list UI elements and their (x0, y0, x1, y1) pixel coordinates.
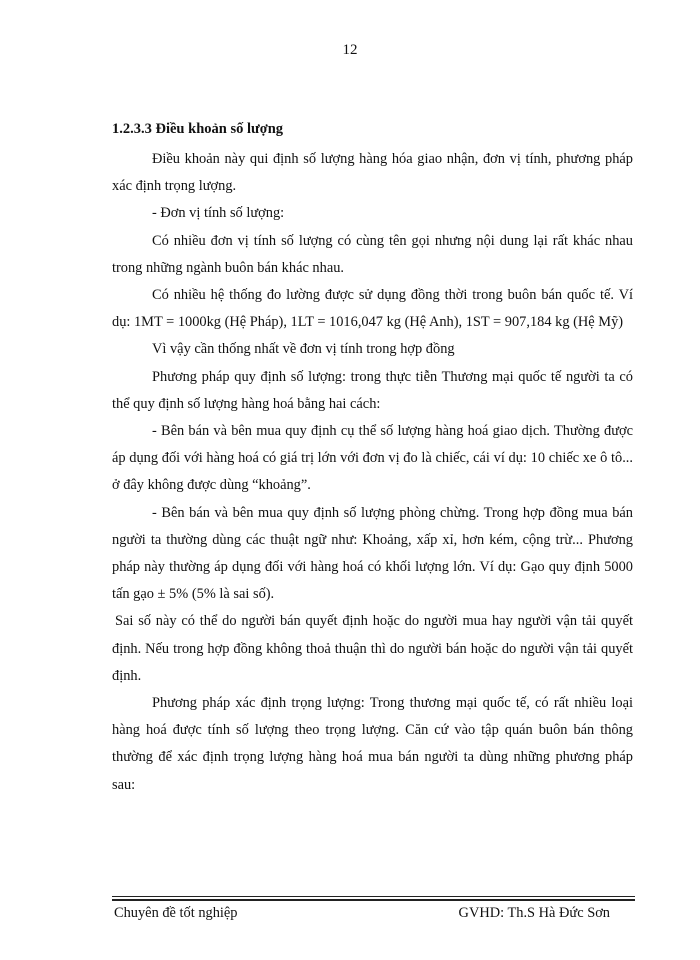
paragraph: Phương pháp quy định số lượng: trong thực tiễn Thương mại quốc tế người ta có thể quy định số lượng hàng hoá bằng hai cách: (112, 368, 633, 412)
paragraph: Có nhiều đơn vị tính số lượng có cùng tên gọi nhưng nội dung lại rất khác nhau trong những ngành buôn bán khác nhau. (112, 232, 633, 276)
paragraph: Có nhiều hệ thống đo lường được sử dụng đồng thời trong buôn bán quốc tế. Ví dụ: 1MT = 1000kg (Hệ Pháp), 1LT = 1016,047 kg (Hệ Anh), 1ST = 907,184 kg (Hệ Mỹ) (112, 287, 633, 331)
paragraph: Phương pháp xác định trọng lượng: Trong thương mại quốc tế, có rất nhiều loại hàng hoá được tính số lượng theo trọng lượng. Căn cứ vào tập quán buôn bán thông thường để xác định trọng lượng hàng hoá mua bán người ta dùng những phương pháp sau: (112, 695, 633, 793)
footer-title: Chuyên đề tốt nghiệp (114, 905, 238, 921)
paragraph: Sai số này có thể do người bán quyết định hoặc do người mua hay người vận tải quyết định. Nếu trong hợp đồng không thoả thuận thì do người bán hoặc do người vận tải quyết định. (112, 613, 633, 684)
paragraph: - Bên bán và bên mua quy định số lượng phòng chừng. Trong hợp đồng mua bán người ta thường dùng các thuật ngữ như: Khoảng, xấp xỉ, hơn kém, cộng trừ... Phương pháp này thường áp dụng đối với hàng hoá có khối lượng lớn. Ví dụ: Gạo quy định 5000 tấn gạo ± 5% (5% là sai số). (112, 504, 633, 603)
paragraph: Vì vậy cần thống nhất về đơn vị tính trong hợp đồng (152, 341, 455, 358)
page-number: 12 (342, 42, 358, 58)
footer-divider (112, 896, 635, 897)
paragraph: - Bên bán và bên mua quy định cụ thể số lượng hàng hoá giao dịch. Thường được áp dụng đối với hàng hoá có giá trị lớn với đơn vị đo là chiếc, cái ví dụ: 10 chiếc xe ô tô... ở đây không được dùng “khoảng”. (112, 423, 633, 494)
document-body (112, 118, 633, 799)
footer-divider (112, 899, 635, 901)
paragraph: Điều khoản này qui định số lượng hàng hóa giao nhận, đơn vị tính, phương pháp xác định trọng lượng. (112, 151, 633, 195)
section-heading: 1.2.3.3 Điều khoản số lượng (112, 121, 284, 137)
paragraph: - Đơn vị tính số lượng: (152, 205, 285, 222)
footer-supervisor: GVHD: Th.S Hà Đức Sơn (458, 905, 610, 921)
